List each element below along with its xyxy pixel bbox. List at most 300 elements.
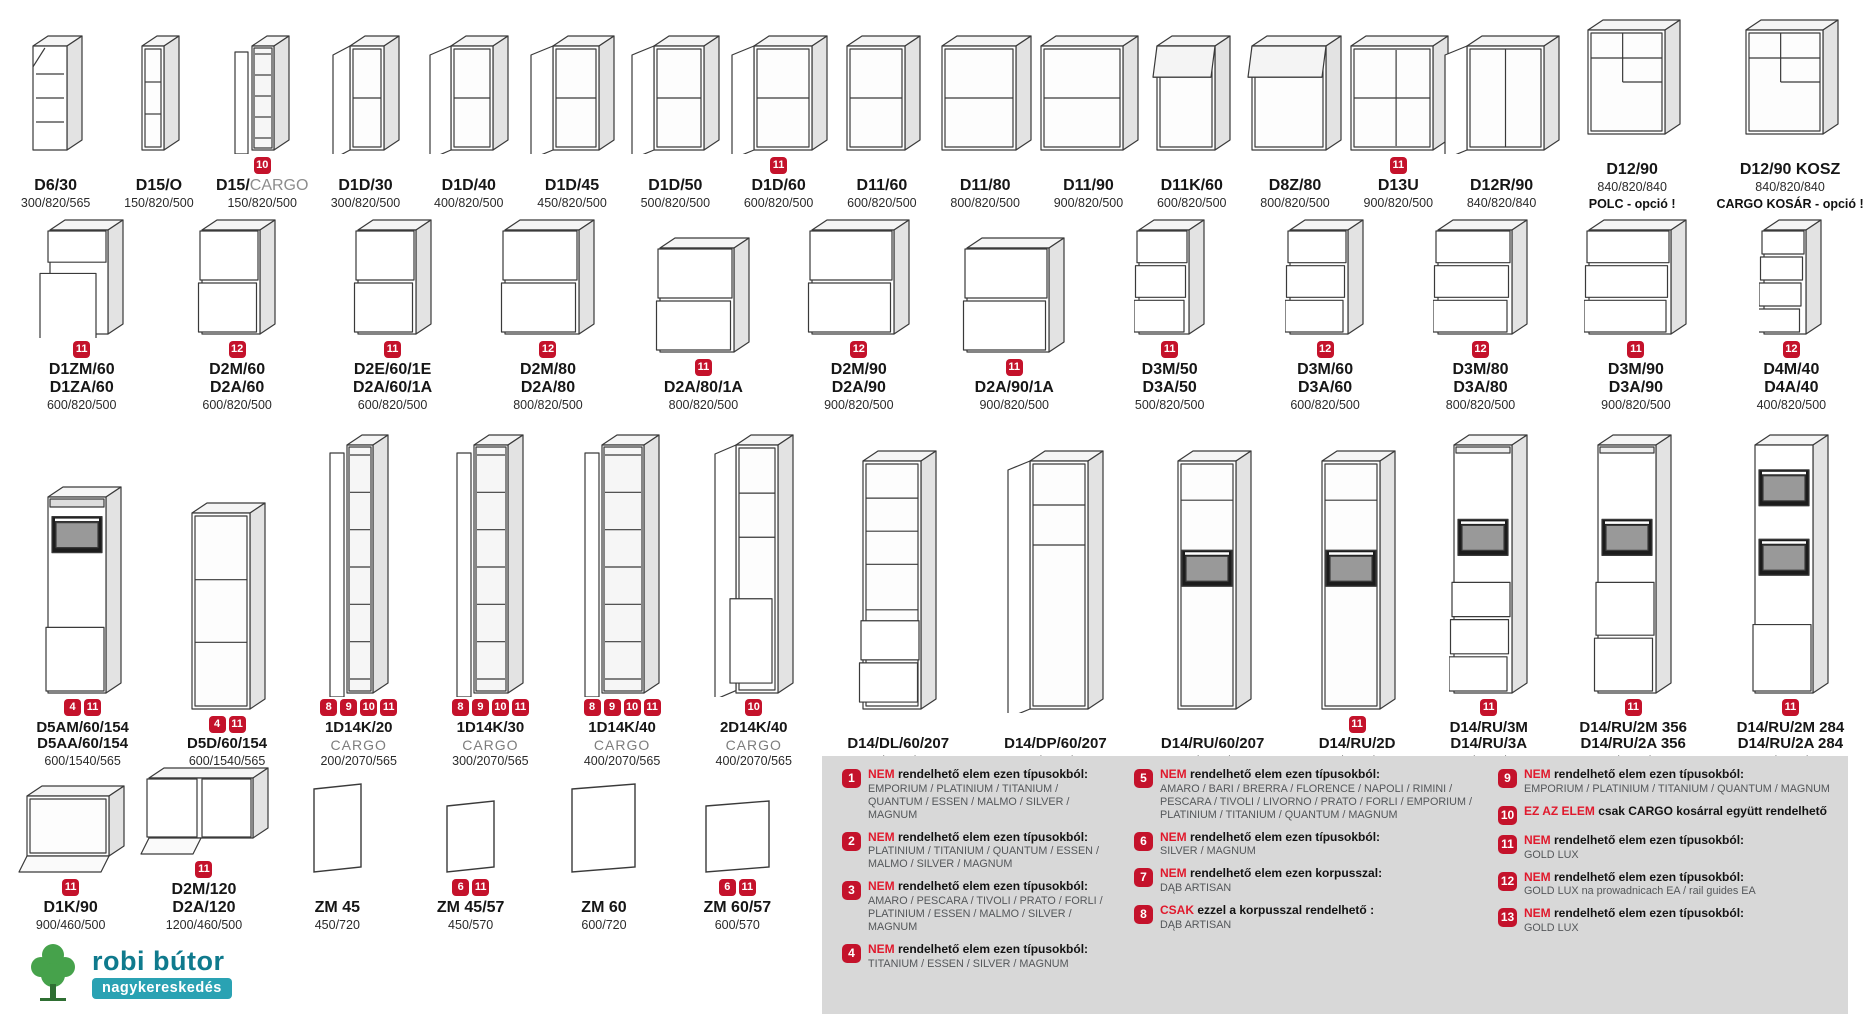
product-note: POLC - opció ! (1588, 196, 1676, 211)
note-badge-11: 11 (229, 716, 246, 733)
legend-title-prefix: NEM (868, 942, 895, 957)
note-badge-6: 6 (719, 879, 736, 896)
legend-title (868, 880, 1110, 894)
note-badge-6: 6 (452, 879, 469, 896)
product-code-alt: D14/RU/3A (1450, 735, 1528, 753)
product-dimensions: 600/820/500 (743, 196, 814, 211)
legend-text (1524, 834, 1744, 862)
row-tall-cabinets (4, 420, 1869, 770)
product-code: 1D14K/30 (456, 718, 525, 736)
legend-text (1160, 904, 1374, 932)
note-badge-9: 9 (472, 699, 489, 716)
product-code-alt: D3A/50 (1142, 379, 1197, 397)
badge-group (584, 698, 661, 718)
legend-item-4 (842, 943, 1110, 971)
legend-title-rest: rendelhető elem ezen típusokból: (894, 879, 1089, 894)
cabinet-drawing (16, 784, 126, 876)
badge-group (850, 339, 867, 359)
product-dimensions: 600/820/500 (46, 398, 117, 413)
product-dimensions: 300/820/565 (20, 196, 91, 211)
cabinet-drawing (1750, 433, 1830, 697)
legend-title (1160, 831, 1380, 845)
cabinet-drawing (698, 798, 777, 876)
product-dimensions: 800/820/500 (513, 398, 583, 413)
legend-num-badge: 11 (1498, 835, 1517, 854)
product-code: D2M/120 (171, 881, 237, 899)
legend-num-badge: 1 (842, 769, 861, 788)
legend-num-badge: 3 (842, 881, 861, 900)
note-badge-11: 11 (1625, 699, 1642, 716)
legend-title-prefix: NEM (1160, 866, 1187, 881)
product-code: D14/RU/3M (1449, 718, 1528, 736)
legend-body: GOLD LUX (1524, 922, 1579, 935)
cabinet-drawing (583, 433, 661, 697)
product-dimensions: 600/1540/565 (188, 754, 266, 769)
cabinet-drawing (197, 218, 277, 338)
product-dimensions: 600/1540/565 (44, 754, 121, 769)
legend-title-prefix: EZ AZ ELEM (1524, 803, 1595, 818)
legend-box (822, 756, 1848, 1014)
legend-title-prefix: NEM (868, 879, 895, 894)
legend-body: EMPORIUM / PLATINIUM / TITANIUM / QUANTUM / ESSEN / MALMO / SILVER / MAGNUM (868, 782, 1070, 821)
note-badge-8: 8 (452, 699, 469, 716)
legend-title-rest: ezzel a korpusszal rendelhető : (1194, 903, 1375, 918)
product-dimensions: 150/820/500 (124, 196, 194, 211)
cabinet-drawing (439, 798, 502, 876)
legend-title-rest: rendelhető elem ezen típusokból: (894, 942, 1089, 957)
product-d11-90 (1037, 34, 1140, 212)
badge-group (1625, 698, 1642, 718)
product-dimensions: 300/2070/565 (452, 754, 529, 769)
product-dimensions: 500/820/500 (1134, 398, 1205, 413)
badge-group (1782, 698, 1799, 718)
note-badge-11: 11 (472, 879, 489, 896)
product-code-alt: D4A/40 (1764, 379, 1819, 397)
product-d3m-50 (1092, 218, 1247, 414)
cabinet-drawing (39, 218, 125, 338)
product-code-alt: D2A/60/1A (352, 379, 433, 397)
product-dimensions: 900/820/500 (1053, 196, 1124, 211)
product-code: D2A/90/1A (974, 379, 1054, 397)
product-code-alt: D1ZA/60 (49, 379, 114, 397)
legend-title-prefix: NEM (868, 767, 895, 781)
cabinet-drawing (187, 501, 267, 713)
product-d12-90 (1553, 18, 1711, 212)
product-code-alt: D2A/90 (831, 379, 886, 397)
legend-num-badge: 6 (1134, 832, 1153, 851)
legend-title (868, 831, 1110, 845)
product-dimensions: 450/720 (314, 918, 360, 933)
note-badge-12: 12 (1783, 341, 1800, 358)
product-dimensions: 600/820/500 (1290, 398, 1360, 413)
legend-title-rest: rendelhető elem ezen típusokból: (1550, 767, 1745, 781)
product-d8z-80 (1243, 34, 1346, 212)
product-code: D1K/90 (43, 899, 98, 917)
product-code: D1D/45 (544, 177, 600, 195)
badge-group (384, 339, 401, 359)
cabinet-drawing (1449, 433, 1529, 697)
product-dimensions: 900/460/500 (35, 918, 106, 933)
badge-group (62, 877, 79, 897)
product-d11k-60 (1140, 34, 1243, 212)
legend-item-5 (1134, 768, 1474, 822)
product-dimensions: 400/2070/565 (583, 754, 661, 769)
product-d2e-60-1e (315, 218, 470, 414)
legend-text (1524, 871, 1756, 899)
product-code: D6/30 (34, 177, 77, 195)
note-badge-11: 11 (1006, 359, 1023, 376)
product-code-alt: D5AA/60/154 (37, 735, 129, 753)
note-badge-11: 11 (384, 341, 401, 358)
legend-column-2 (1134, 768, 1474, 1004)
product-code: D11/90 (1063, 177, 1114, 195)
note-badge-12: 12 (229, 341, 246, 358)
legend-body: GOLD LUX na prowadnicach EA / rail guides EA (1524, 885, 1756, 898)
product-code: D12/90 KOSZ (1739, 161, 1841, 179)
note-badge-10: 10 (745, 699, 762, 716)
product-code: D4M/40 (1763, 361, 1820, 379)
cabinet-drawing (712, 433, 795, 697)
row-base-cabinets (4, 4, 1869, 212)
product-code-light: CARGO (249, 177, 309, 195)
legend-text (868, 880, 1110, 934)
product-d14-ru-3m (1423, 433, 1555, 771)
product-code: D5D/60/154 (187, 735, 268, 753)
product-code: D1D/60 (751, 177, 806, 195)
product-d12-90-kosz (1711, 18, 1869, 212)
product-d1d-50 (624, 34, 727, 212)
note-badge-11: 11 (84, 699, 101, 716)
cabinet-drawing (1173, 449, 1253, 713)
product-code: D11/80 (959, 177, 1011, 195)
product-dimensions: 400/820/500 (434, 196, 504, 211)
legend-body: EMPORIUM / PLATINIUM / TITANIUM / QUANTUM / MAGNUM (1524, 782, 1830, 795)
product-dimensions: 800/820/500 (668, 398, 739, 413)
legend-text (1524, 907, 1744, 935)
legend-title-rest: rendelhető elem ezen típusokból: (894, 767, 1089, 781)
product-dimensions: 450/570 (448, 918, 494, 933)
product-d2m-120 (137, 766, 270, 934)
legend-title (1524, 871, 1756, 885)
badge-group (1006, 357, 1023, 377)
legend-text (1160, 867, 1382, 895)
product-d4m-40 (1714, 218, 1869, 414)
note-badge-8: 8 (320, 699, 337, 716)
product-dimensions: 400/2070/565 (715, 754, 792, 769)
legend-num-badge: 4 (842, 944, 861, 963)
legend-title-prefix: NEM (1524, 832, 1551, 847)
product-subtitle: CARGO (462, 736, 519, 753)
product-code: D3M/50 (1141, 361, 1198, 379)
legend-title (1160, 867, 1382, 881)
note-badge-4: 4 (64, 699, 81, 716)
badge-group (1390, 155, 1407, 175)
cabinet-drawing (1346, 34, 1450, 154)
product-d3m-90 (1558, 218, 1713, 414)
legend-title-rest: rendelhető elem ezen típusokból: (1550, 832, 1745, 847)
product-dimensions: 600/570 (714, 918, 760, 933)
badge-group (195, 859, 212, 879)
product-code: D2M/80 (519, 361, 576, 379)
product-code: D13U (1377, 177, 1419, 195)
product-d14-ru-2d (1291, 449, 1423, 770)
legend-title-rest: rendelhető elem ezen típusokból: (1186, 767, 1381, 781)
note-badge-11: 11 (770, 157, 787, 174)
badge-group (1627, 339, 1644, 359)
cabinet-drawing (937, 34, 1033, 154)
cabinet-drawing (1005, 449, 1105, 713)
product-dimensions: 600/820/500 (1156, 196, 1227, 211)
legend-title-prefix: NEM (1524, 869, 1551, 884)
legend-title (1524, 834, 1744, 848)
product-note: CARGO KOSÁR - opció ! (1716, 196, 1864, 211)
product-code-alt: D14/RU/2A 356 (1580, 735, 1686, 753)
product-subtitle: CARGO (725, 736, 782, 753)
product-d5d-60-154 (161, 501, 293, 770)
note-badge-12: 12 (1317, 341, 1334, 358)
product-dimensions: 200/2070/565 (320, 754, 397, 769)
cabinet-drawing (1433, 218, 1529, 338)
product-code: 1D14K/40 (588, 718, 656, 736)
legend-item-2 (842, 831, 1110, 872)
product-d1d-45 (520, 34, 623, 212)
product-dimensions: 900/820/500 (979, 398, 1049, 413)
product-code: D5AM/60/154 (36, 718, 129, 736)
legend-item-11 (1498, 834, 1832, 862)
product-code-alt: D3A/80 (1453, 379, 1508, 397)
product-code-alt: D2A/120 (172, 899, 236, 917)
product-dimensions: 400/820/500 (1756, 398, 1827, 413)
note-badge-9: 9 (604, 699, 621, 716)
legend-body: AMARO / PESCARA / TIVOLI / PRATO / FORLI / PLATINIUM / ESSEN / MALMO / SILVER / MAGNUM (868, 895, 1103, 934)
legend-title-prefix: NEM (1160, 829, 1187, 844)
product-code: D14/RU/2M 356 (1579, 718, 1687, 736)
logo (26, 940, 232, 1007)
product-code: D15/O (135, 177, 183, 195)
cabinet-drawing (328, 433, 390, 697)
product-code: D11/60 (856, 177, 908, 195)
note-badge-10: 10 (492, 699, 509, 716)
cabinet-drawing (1584, 218, 1688, 338)
product-d14-ru-2m-284 (1712, 433, 1869, 771)
legend-num-badge: 9 (1498, 769, 1517, 788)
cabinet-drawing (1583, 18, 1682, 138)
product-code: D3M/80 (1452, 361, 1509, 379)
note-badge-10: 10 (360, 699, 377, 716)
cabinet-drawing (1593, 433, 1673, 697)
product-code: D8Z/80 (1268, 177, 1322, 195)
cabinet-drawing (1285, 218, 1365, 338)
badge-group (452, 877, 489, 897)
product-dimensions: 300/820/500 (330, 196, 401, 211)
badge-group (1161, 339, 1178, 359)
cabinet-drawing (807, 218, 911, 338)
legend-text (868, 768, 1110, 822)
badge-group (229, 339, 246, 359)
badge-group (64, 698, 101, 718)
note-badge-11: 11 (1627, 341, 1644, 358)
legend-body: PLATINIUM / TITANIUM / QUANTUM / ESSEN / MALMO / SILVER / MAGNUM (868, 845, 1099, 871)
note-badge-11: 11 (73, 341, 90, 358)
product-dimensions: 800/820/500 (1260, 196, 1330, 211)
legend-body: GOLD LUX (1524, 848, 1579, 861)
legend-text (868, 943, 1088, 971)
product-d6-30 (4, 34, 107, 212)
note-badge-11: 11 (695, 359, 712, 376)
product-code: D14/DP/60/207 (1004, 735, 1107, 753)
note-badge-8: 8 (584, 699, 601, 716)
product-code: ZM 45 (314, 899, 360, 917)
legend-item-10 (1498, 805, 1832, 825)
product-d5am-60-154 (4, 485, 161, 771)
row-drawer-cabinets (4, 220, 1869, 414)
note-badge-11: 11 (1480, 699, 1497, 716)
legend-title-rest: rendelhető elem ezen típusokból: (1186, 829, 1381, 844)
product-zm-60-57 (671, 798, 804, 934)
product-code: 1D14K/20 (324, 718, 393, 736)
legend-title-prefix: NEM (1524, 906, 1551, 921)
badge-group (209, 714, 246, 734)
cabinet-drawing (858, 449, 938, 713)
legend-item-13 (1498, 907, 1832, 935)
legend-num-badge: 7 (1134, 868, 1153, 887)
product-code: D1ZM/60 (48, 361, 115, 379)
product-zm-45-57 (404, 798, 537, 934)
badge-group (1317, 339, 1334, 359)
note-badge-10: 10 (624, 699, 641, 716)
note-badge-10: 10 (254, 157, 271, 174)
logo-name: robi bútor (92, 945, 225, 976)
product-d2m-60 (159, 218, 314, 414)
cabinet-drawing (306, 781, 369, 876)
product-d2a-80-1a (626, 236, 781, 414)
product-dimensions: 900/820/500 (1363, 196, 1434, 211)
product-d1zm-60 (4, 218, 159, 414)
product-code: D2E/60/1E (353, 361, 432, 379)
note-badge-11: 11 (1161, 341, 1178, 358)
legend-item-7 (1134, 867, 1474, 895)
product-code: D3M/90 (1607, 361, 1664, 379)
legend-item-6 (1134, 831, 1474, 859)
legend-title (1160, 768, 1474, 782)
badge-group (745, 698, 762, 718)
product-d2m-90 (781, 218, 936, 414)
legend-title-rest: rendelhető elem ezen típusokból: (894, 829, 1089, 844)
product-code: D14/RU/2M 284 (1736, 718, 1845, 736)
cabinet-drawing (1134, 218, 1206, 338)
product-dimensions: 840/820/840 (1466, 196, 1537, 211)
legend-text (868, 831, 1110, 872)
product-code: D1D/50 (648, 177, 703, 195)
legend-item-1 (842, 768, 1110, 822)
product-d11-80 (934, 34, 1037, 212)
cabinet-drawing (842, 34, 922, 154)
product-code: D2M/90 (830, 361, 887, 379)
product-2d14k-40 (688, 433, 820, 770)
badge-group (695, 357, 712, 377)
product-dimensions: 600/820/500 (357, 398, 428, 413)
product-code: D12R/90 (1470, 177, 1534, 195)
cabinet-drawing (528, 34, 616, 154)
product-1d14k-40 (556, 433, 688, 770)
product-code: D12/90 (1606, 161, 1658, 179)
product-code: 2D14K/40 (719, 718, 788, 736)
product-dimensions: 800/820/500 (950, 196, 1020, 211)
badge-group (73, 339, 90, 359)
legend-title-prefix: CSAK (1160, 903, 1195, 918)
cabinet-drawing (1247, 34, 1343, 154)
legend-text (1160, 831, 1380, 859)
note-badge-4: 4 (209, 716, 226, 733)
cabinet-drawing (138, 766, 270, 858)
cabinet-drawing (330, 34, 401, 154)
product-code-alt: D3A/90 (1608, 379, 1664, 397)
product-code-alt: D2A/60 (210, 379, 265, 397)
product-subtitle: CARGO (593, 736, 651, 753)
product-dimensions: 450/820/500 (537, 196, 607, 211)
product-d1d-40 (417, 34, 520, 212)
row-low-cabinets (4, 774, 804, 934)
legend-title-rest: rendelhető elem ezen típusokból: (1550, 869, 1745, 884)
legend-title-prefix: NEM (868, 829, 895, 844)
product-code-alt: D3A/60 (1297, 379, 1353, 397)
note-badge-11: 11 (1782, 699, 1799, 716)
product-dimensions: 840/820/840 (1755, 180, 1825, 195)
legend-title-prefix: NEM (1524, 767, 1551, 781)
tree-icon (26, 940, 80, 1007)
product-dimensions: 600/720 (581, 918, 627, 933)
legend-title (1160, 904, 1374, 918)
product-1d14k-20 (293, 433, 425, 770)
cabinet-drawing (353, 218, 433, 338)
product-1d14k-30 (425, 433, 557, 770)
cabinet-drawing (729, 34, 829, 154)
badge-group (719, 877, 756, 897)
product-d1d-30 (314, 34, 417, 212)
cabinet-drawing (1036, 34, 1140, 154)
product-code: D2M/60 (209, 361, 266, 379)
cabinet-drawing (455, 433, 525, 697)
note-badge-11: 11 (739, 879, 756, 896)
legend-title (1524, 805, 1827, 819)
legend-title (1524, 907, 1744, 921)
logo-subtitle: nagykereskedés (92, 978, 232, 1000)
cabinet-drawing (1442, 34, 1561, 154)
legend-title-prefix: NEM (1160, 767, 1187, 781)
legend-body: DĄB ARTISAN (1160, 918, 1232, 931)
product-d13u (1347, 34, 1450, 212)
product-d1k-90 (4, 784, 137, 934)
product-dimensions: 500/820/500 (640, 196, 711, 211)
badge-group (254, 155, 271, 175)
product-code: D14/RU/60/207 (1160, 735, 1265, 753)
product-d14-ru-2m-356 (1555, 433, 1712, 771)
legend-title (1524, 768, 1830, 782)
note-badge-12: 12 (539, 341, 556, 358)
cabinet-drawing (1759, 218, 1823, 338)
note-badge-11: 11 (195, 861, 212, 878)
cabinet-drawing (137, 34, 181, 154)
legend-item-12 (1498, 871, 1832, 899)
product-code: ZM 60/57 (703, 899, 772, 917)
cabinet-drawing (1741, 18, 1840, 138)
cabinet-drawing (962, 236, 1066, 356)
legend-title-rest: csak CARGO kosárral együtt rendelhető (1594, 803, 1827, 818)
cabinet-drawing (655, 236, 751, 356)
legend-item-9 (1498, 768, 1832, 796)
legend-title (868, 768, 1110, 782)
note-badge-11: 11 (1349, 716, 1366, 733)
